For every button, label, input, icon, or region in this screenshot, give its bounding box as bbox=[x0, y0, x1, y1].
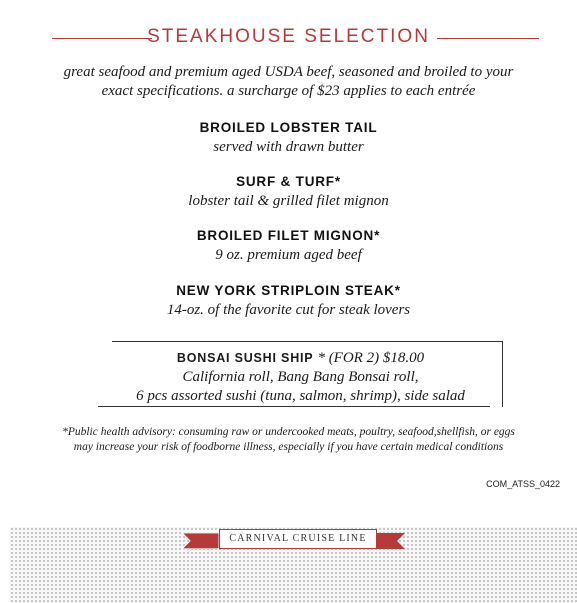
section-heading bbox=[0, 22, 577, 56]
menu-item-striploin-steak bbox=[0, 281, 577, 320]
footer-band bbox=[10, 527, 577, 603]
advisory-line-2: may increase your risk of foodborne illness, especially if you have certain medical conditions bbox=[73, 441, 504, 453]
item-description: 14-oz. of the favorite cut for steak lovers bbox=[166, 302, 411, 318]
sushi-special-box bbox=[98, 341, 503, 407]
sushi-price: * (FOR 2) $18.00 bbox=[317, 350, 425, 366]
advisory-line-1: *Public health advisory: consuming raw or undercooked meats, poultry, seafood,shellfish, or eggs bbox=[62, 426, 515, 438]
health-advisory bbox=[20, 425, 557, 455]
item-description: served with drawn butter bbox=[213, 139, 364, 155]
heading-rule-right bbox=[437, 38, 539, 39]
sushi-title bbox=[98, 349, 503, 367]
sushi-desc-line-2: 6 pcs assorted sushi (tuna, salmon, shrimp), side salad bbox=[136, 388, 465, 404]
intro-line-1: great seafood and premium aged USDA beef, seasoned and broiled to your bbox=[63, 64, 514, 80]
item-name: BROILED LOBSTER TAIL bbox=[199, 120, 378, 135]
document-code: COM_ATSS_0422 bbox=[486, 479, 560, 489]
item-description: lobster tail & grilled filet mignon bbox=[188, 193, 389, 209]
sushi-desc-line-1: California roll, Bang Bang Bonsai roll, bbox=[182, 369, 419, 385]
sushi-description bbox=[98, 368, 503, 406]
box-border-top bbox=[112, 341, 502, 342]
menu-item-lobster-tail bbox=[0, 118, 577, 157]
menu-item-filet-mignon bbox=[0, 226, 577, 265]
menu-item-surf-and-turf bbox=[0, 172, 577, 211]
item-name: SURF & TURF* bbox=[236, 174, 341, 189]
section-intro bbox=[40, 63, 537, 101]
item-name: NEW YORK STRIPLOIN STEAK* bbox=[176, 283, 401, 298]
box-border-bottom bbox=[98, 406, 490, 407]
sushi-name: BONSAI SUSHI SHIP bbox=[176, 351, 314, 365]
ribbon-tail-left bbox=[182, 533, 219, 549]
section-title: STEAKHOUSE SELECTION bbox=[147, 26, 430, 47]
footer-brand: CARNIVAL CRUISE LINE bbox=[219, 529, 377, 549]
item-description: 9 oz. premium aged beef bbox=[215, 247, 362, 263]
item-name: BROILED FILET MIGNON* bbox=[196, 228, 381, 243]
intro-line-2: exact specifications. a surcharge of $23 applies to each entrée bbox=[101, 83, 476, 99]
